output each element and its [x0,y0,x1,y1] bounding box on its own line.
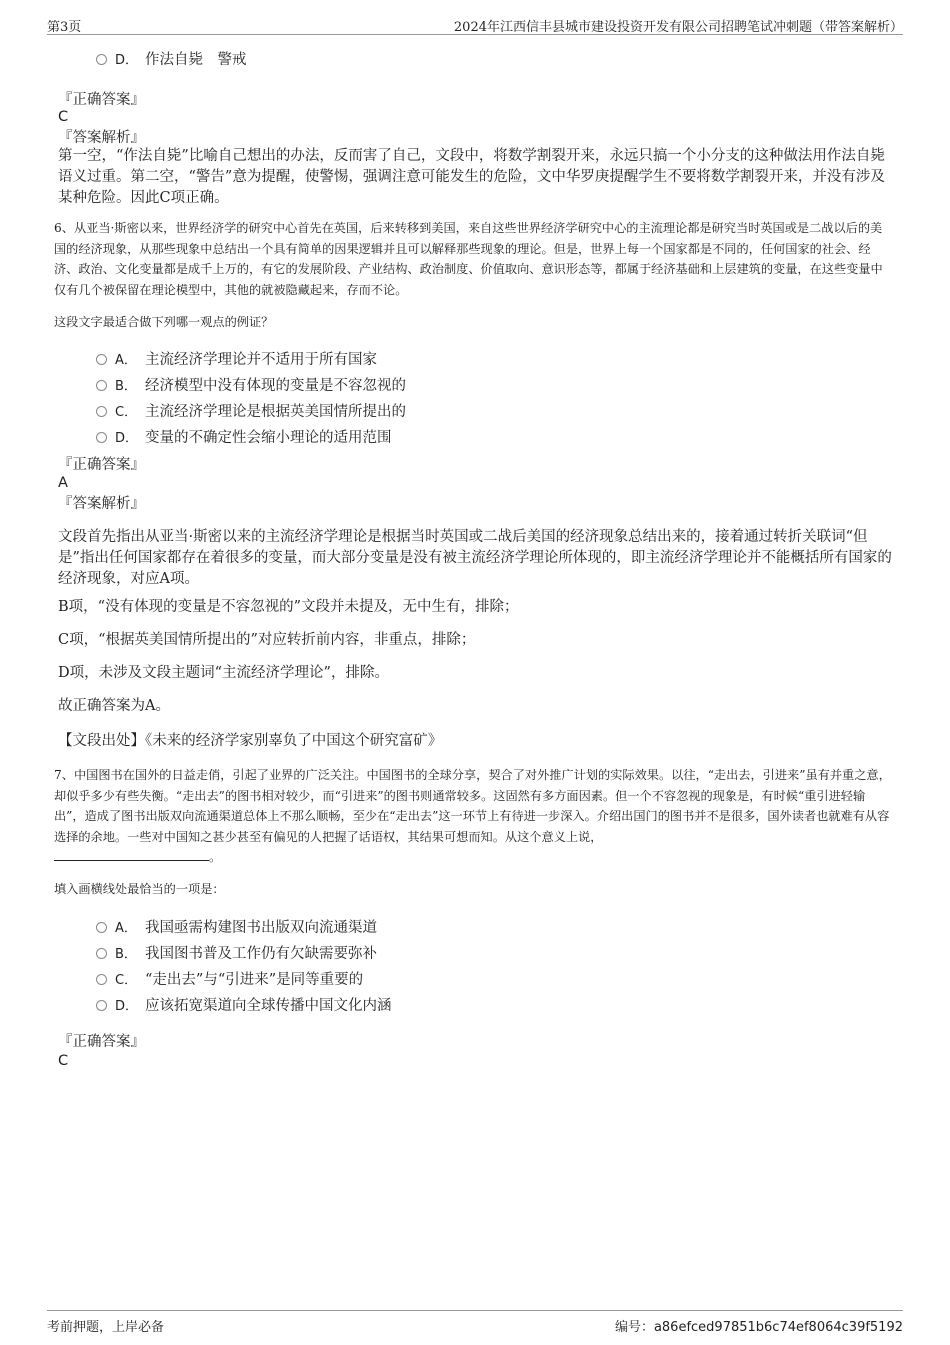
q6-explain-paragraph: C项，“根据英美国情所提出的”对应转折前内容，非重点，排除； [58,632,476,648]
radio-icon[interactable] [96,354,107,365]
radio-icon[interactable] [96,974,107,985]
document-title: 2024年江西信丰县城市建设投资开发有限公司招聘笔试冲刺题（带答案解析） [453,20,903,35]
radio-icon[interactable] [96,380,107,391]
q7-stem: 7、中国图书在国外的日益走俏，引起了业界的广泛关注。中国图书的全球分享，契合了对外推广计划的实际效果。以往，“走出去，引进来”虽有并重之意，却似乎多少有些失衡。“走出去”的图书相对较少，而“引进来”的图书则通常较多。这固然有多方面因素。但一个不容忽视的现象是，有时候“重引进轻输出”，造成了图书出版双向流通渠道总体上不那么顺畅，至少在“走出去”这一环节上有待进一步深入。介绍出国门的图书并不是很多，国外读者也就难有从容选择的余地。一些对中国知之甚少甚至有偏见的人把握了话语权，其结果可想而知。从这个意义上说， 。 [54,768,891,864]
q7-answer: C [58,1053,69,1069]
q6-explain-paragraph: D项，未涉及文段主题词“主流经济学理论”，排除。 [58,665,389,681]
q6-answer: A [58,475,68,491]
page-footer [47,1310,903,1335]
q6-option-a[interactable]: A． 主流经济学理论并不适用于所有国家 [96,348,377,369]
document-id: 编号：a86efced97851b6c74ef8064c39f5192 [614,1320,903,1335]
radio-icon[interactable] [96,948,107,959]
q6-option-d[interactable]: D． 变量的不确定性会缩小理论的适用范围 [96,426,392,447]
q6-explain-paragraph: B项，“没有体现的变量是不容忽视的”文段并未提及，无中生有，排除； [58,599,519,615]
radio-icon[interactable] [96,54,107,65]
q6-option-b[interactable]: B． 经济模型中没有体现的变量是不容忽视的 [96,374,406,395]
q6-answer-label: 『正确答案』 [58,457,145,473]
page-number: 第3页 [47,20,82,35]
q6-explain-paragraph: 文段首先指出从亚当·斯密以来的主流经济学理论是根据当时英国或二战后美国的经济现象总结出来的，接着通过转折关联词“但是”指出任何国家都存在着很多的变量，而大部分变量是没有被主流经济学理论所体现的，即主流经济学理论并不能概括所有国家的经济现象，对应A项。 [58,529,892,587]
q7-option-a[interactable]: A． 我国亟需构建图书出版双向流通渠道 [96,916,377,937]
q6-explain-label: 『答案解析』 [58,496,145,512]
radio-icon[interactable] [96,432,107,443]
q6-question: 这段文字最适合做下列哪一观点的例证？ [54,315,274,329]
radio-icon[interactable] [96,1000,107,1011]
q6-option-c[interactable]: C． 主流经济学理论是根据英美国情所提出的 [96,400,406,421]
q5-explanation: 第一空，“作法自毙”比喻自己想出的办法，反而害了自己，文段中，将数学割裂开来，永远只搞一个小分支的这种做法用作法自毙语义过重。第二空，“警告”意为提醒，使警惕，强调注意可能发生的危险，文中华罗庚提醒学生不要将数学割裂开来，并没有涉及某种危险。因此C项正确。 [58,148,885,206]
q7-option-c[interactable]: C． “走出去”与“引进来”是同等重要的 [96,968,363,989]
q7-answer-label: 『正确答案』 [58,1034,145,1050]
q6-stem: 6、从亚当·斯密以来，世界经济学的研究中心首先在英国，后来转移到美国，来自这些世界经济学研究中心的主流理论都是研究当时英国或是二战以后的美国的经济现象，从那些现象中总结出一个具有简单的因果逻辑并且可以解释那些现象的理论。但是，世界上每一个国家都是不同的，任何国家的社会、经济、政治、文化变量都是成千上万的，有它的发展阶段、产业结构、政治制度、价值取向、意识形态等，都属于经济基础和上层建筑的变量，在这些变量中仅有几个被保留在理论模型中，其他的就被隐藏起来，存而不论。 [54,221,883,297]
q5-answer: C [58,109,69,125]
q6-explain-paragraph: 故正确答案为A。 [58,698,170,714]
q7-option-b[interactable]: B． 我国图书普及工作仍有欠缺需要弥补 [96,942,377,963]
q5-explain-label: 『答案解析』 [58,130,145,146]
q5-answer-label: 『正确答案』 [58,92,145,108]
radio-icon[interactable] [96,922,107,933]
answer-blank [54,848,209,861]
q5-option-d[interactable]: D． 作法自毙 警戒 [96,48,247,69]
q6-source: 【文段出处】《未来的经济学家别辜负了中国这个研究富矿》 [58,733,443,749]
radio-icon[interactable] [96,406,107,417]
page-header [47,14,903,35]
q7-option-d[interactable]: D． 应该拓宽渠道向全球传播中国文化内涵 [96,994,392,1015]
q7-question: 填入画横线处最恰当的一项是： [54,882,225,896]
footer-slogan: 考前押题，上岸必备 [47,1320,165,1335]
